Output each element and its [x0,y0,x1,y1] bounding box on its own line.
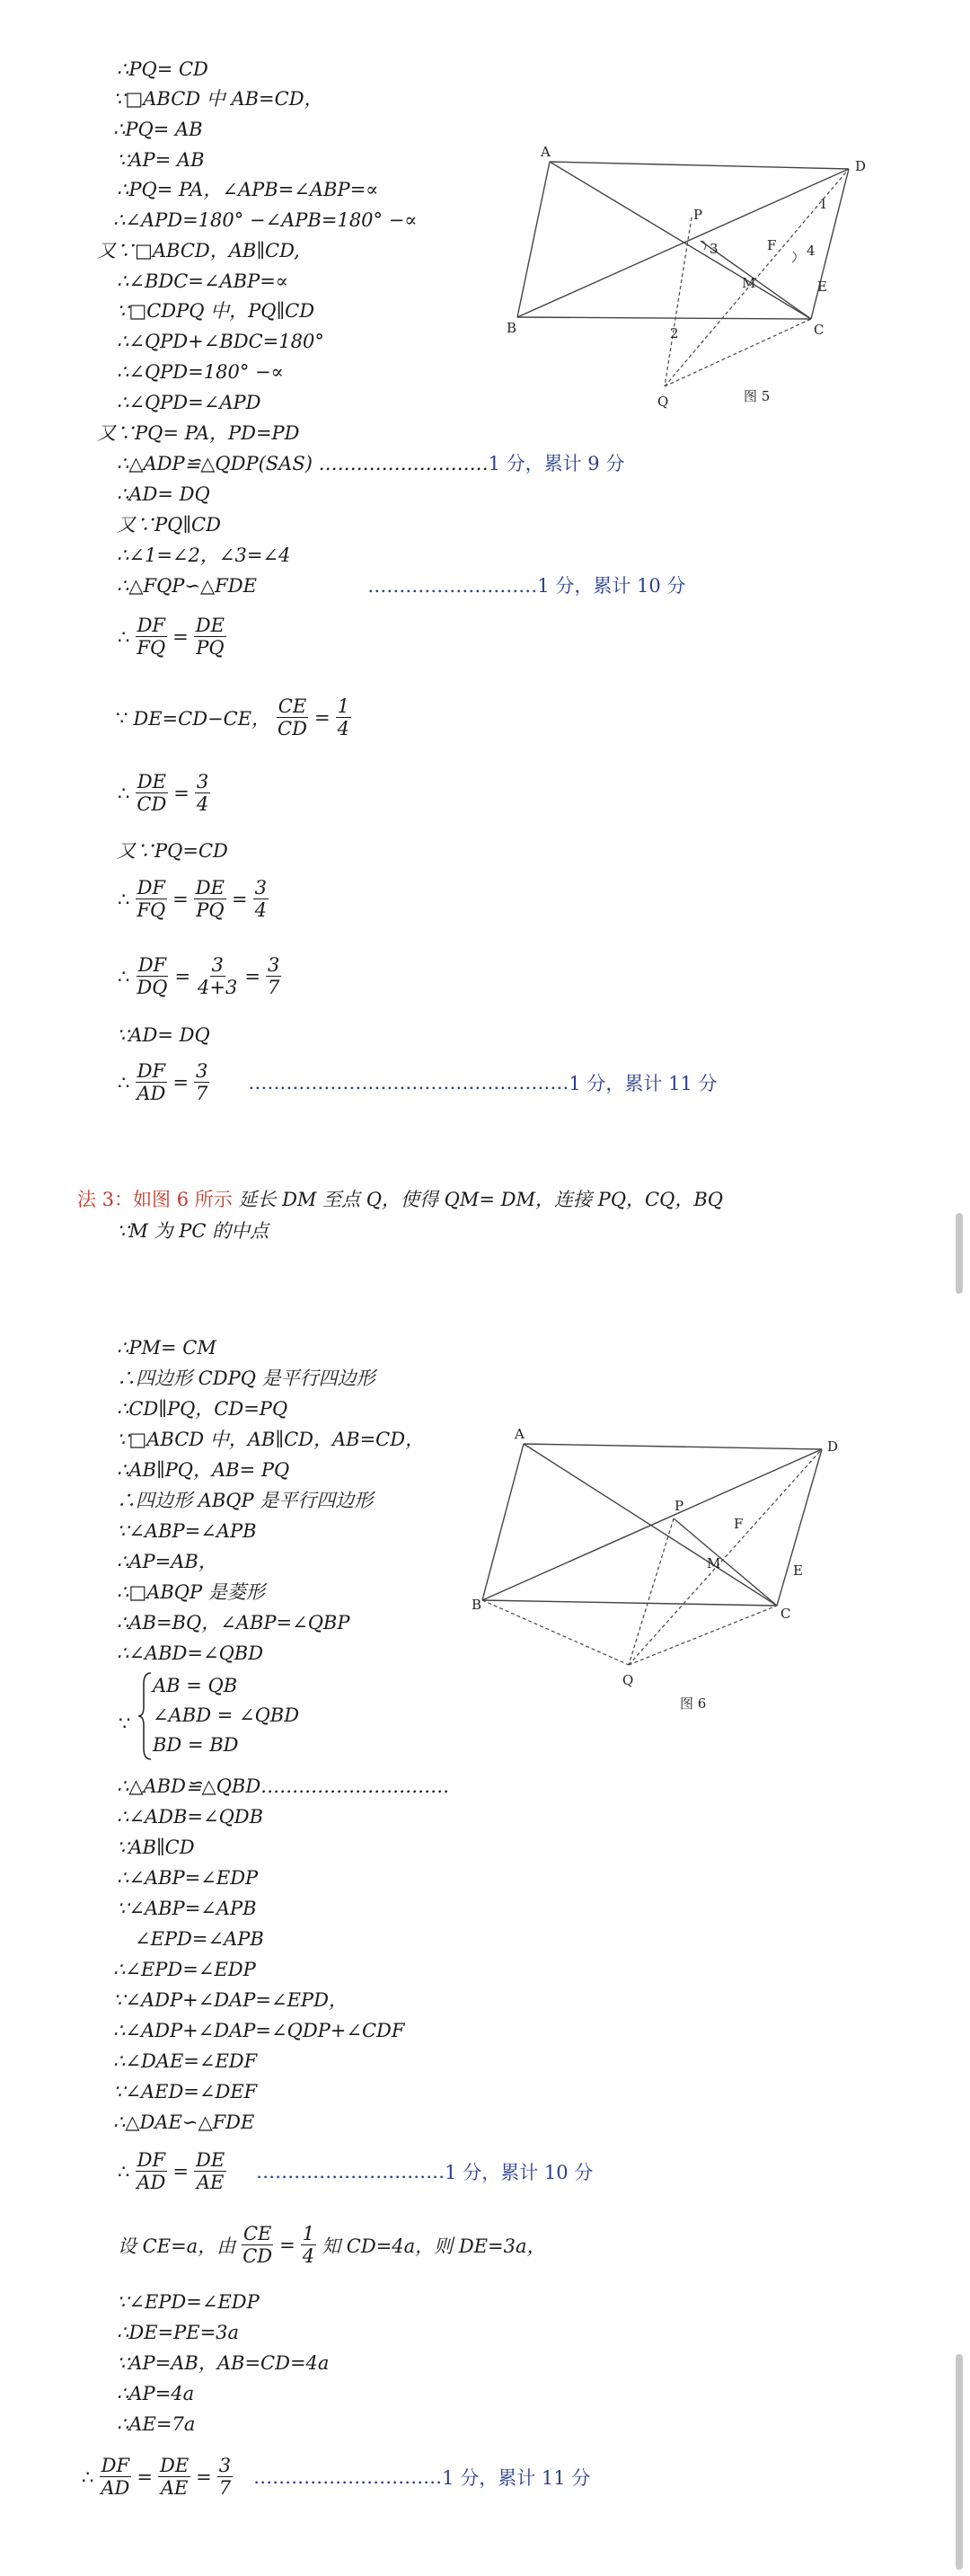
scrollbar-thumb[interactable] [956,1213,963,1294]
proof-line: ∴AP=AB， [117,1551,217,1572]
fraction-equation: ∵ DE=CD−CE， $\frac{CE}{CD}$ = $\frac{1}{4}$ [116,695,349,739]
proof-line: 又∵PQ= PA，PD=PD [97,422,300,444]
label-B: B [472,1597,482,1613]
setup-line: 设 CE=a，由 $\frac{CE}{CD}$ = $\frac{1}{4}$ 知 CD=4a，则 DE=3a， [118,2223,546,2267]
label-4: 4 [807,243,816,259]
proof-line: ∴∠1=∠2，∠3=∠4 [117,544,291,566]
scrollbar-thumb[interactable] [956,2354,963,2570]
proof-line: ∵∠ADP+∠DAP=∠EPD， [113,1989,348,2011]
proof-line: ∴∠ABP=∠EDP [117,1867,259,1889]
proof-line: ∴△DAE∽△FDE [113,2111,255,2133]
figure-6-caption: 图 6 [680,1695,707,1712]
proof-line: ∵M 为 PC 的中点 [117,1220,269,1242]
proof-line: ∴∠QPD=∠APD [117,392,261,413]
label-C: C [780,1606,791,1622]
proof-line: ∴AB=BQ，∠ABP=∠QBP [117,1612,350,1633]
label-E: E [817,279,827,295]
proof-line: 又∵PQ=CD [117,840,228,862]
label-P: P [675,1498,684,1514]
proof-line: ∴DE=PE=3a [117,2322,240,2343]
score-dots: ………………………… [256,2160,445,2182]
proof-line: ∵AD= DQ [117,1024,210,1046]
label-B: B [507,320,517,336]
proof-line: 又∵PQ∥CD [117,514,221,536]
proof-line: ∴∠APD=180° −∠APB=180° −∝ [113,209,418,231]
label-E: E [793,1562,803,1579]
fraction-equation: ∴ $\frac{DF}{FQ}$ = $\frac{DE}{PQ}$ = $\frac{3}{4}$ [118,877,267,921]
score-note: 1 分，累计 11 分 [442,2466,591,2489]
score-note: 1 分，累计 10 分 [445,2161,594,2183]
proof-line: ∴∠ABD=∠QBD [117,1642,264,1664]
label-3: 3 [710,241,719,257]
proof-line: 又∵□ABCD，AB∥CD, [97,240,300,261]
proof-line: ∴CD∥PQ，CD=PQ [117,1398,288,1420]
proof-line: ∴PM= CM [117,1337,216,1359]
system-brace [137,1671,154,1766]
label-A: A [541,144,551,160]
label-D: D [827,1438,839,1455]
fraction-equation: ∴ $\frac{DF}{DQ}$ = $\frac{3}{4+3}$ = $\frac{3}{7}$ [118,954,280,998]
proof-line: ∵AB∥CD [117,1837,195,1858]
proof-line: ∴□ABQP 是菱形 [117,1581,265,1603]
fraction-equation: ∴ $\frac{DF}{AD}$ = $\frac{DE}{AE}$ ………………………… 1 分，累计 10 分 [118,2149,594,2193]
proof-line: ∴AD= DQ [117,483,210,505]
score-note: 1 分，累计 10 分 [537,575,686,597]
figure-5 [503,144,880,417]
label-A: A [515,1426,525,1442]
proof-line: ∴∠ADP+∠DAP=∠QDP+∠CDF [113,2020,405,2041]
method-3-title: 法 3：如图 6 所示 [77,1189,233,1210]
equation-system: AB = QB ∠ABD = ∠QBD BD = BD [153,1675,300,1756]
label-C: C [814,322,824,338]
figure-6 [472,1424,849,1715]
score-dots: …………………………………………… [248,1071,569,1093]
proof-line: ∴PQ= CD [117,58,208,80]
fraction-equation: ∴ $\frac{DE}{CD}$ = $\frac{3}{4}$ [118,771,209,815]
proof-line: ∵∠AED=∠DEF [113,2081,258,2102]
proof-line: ∴△ABD≌△QBD………………………… [117,1775,450,1797]
label-F: F [734,1516,744,1532]
proof-line: ∠EPD=∠APB [135,1928,264,1950]
proof-line: ∵∠EPD=∠EDP [117,2291,260,2313]
proof-line: ∴四边形 CDPQ 是平行四边形 [117,1368,375,1389]
proof-line: ∴△FQP∽△FDE [117,575,257,597]
label-P: P [693,207,703,223]
proof-line: ∴△ADP≌△QDP(SAS) ……………………… [117,453,489,474]
proof-line: ∵∠ABP=∠APB [117,1520,257,1542]
proof-line: ∵AP=AB，AB=CD=4a [117,2352,330,2374]
proof-line: ∵□ABCD 中，AB∥CD，AB=CD， [117,1429,425,1450]
proof-line: ∴∠QPD=180° −∝ [117,361,284,383]
score-dots: ………………………… [253,2465,443,2488]
label-1: 1 [819,196,828,212]
proof-line: ∴∠BDC=∠ABP=∝ [117,270,289,292]
label-Q: Q [657,394,669,410]
proof-line: ∴PQ= AB [113,119,203,140]
fraction-equation: ∴ $\frac{DF}{AD}$ = $\frac{DE}{AE}$ = $\frac{3}{7}$ ………………………… 1 分，累计 11 分 [82,2455,591,2499]
proof-line: ∵AP= AB [117,149,205,171]
method-3-description: 延长 DM 至点 Q，使得 QM= DM，连接 PQ，CQ，BQ [232,1189,723,1210]
score-note: 1 分，累计 11 分 [569,1072,718,1094]
proof-line: ∴AB∥PQ，AB= PQ [117,1459,290,1481]
label-F: F [767,237,777,253]
proof-line: ∵□ABCD 中 AB=CD， [113,88,323,110]
label-M: M [707,1555,721,1571]
proof-line: ∴四边形 ABQP 是平行四边形 [117,1490,374,1511]
proof-line: ∴AE=7a [117,2413,196,2435]
proof-line: ∴AP=4a [117,2383,195,2404]
fraction-equation: ∴ $\frac{DF}{AD}$ = $\frac{3}{7}$ …………………………………………… 1 分，累计 11 分 [118,1060,718,1104]
score-note: 1 分，累计 9 分 [488,453,625,474]
fraction-equation: ∴ $\frac{DF}{FQ}$ = $\frac{DE}{PQ}$ [118,615,225,659]
score-dots: ……………………… [367,575,538,597]
proof-line: ∵□CDPQ 中，PQ∥CD [117,300,315,322]
label-D: D [855,158,867,174]
figure-5-caption: 图 5 [744,388,771,404]
proof-line: ∴PQ= PA，∠APB=∠ABP=∝ [117,179,379,200]
proof-line: ∴∠QPD+∠BDC=180° [117,331,324,352]
proof-line: ∴∠EPD=∠EDP [113,1959,256,1980]
proof-line: ∴∠ADB=∠QDB [117,1806,264,1828]
method-3-heading [77,1188,723,1211]
label-M: M [742,275,756,291]
because-symbol: ∵ [119,1713,131,1734]
proof-line: ∵∠ABP=∠APB [117,1898,257,1919]
label-Q: Q [622,1672,634,1688]
label-2: 2 [670,325,679,341]
proof-line: ∴∠DAE=∠EDF [113,2050,258,2072]
